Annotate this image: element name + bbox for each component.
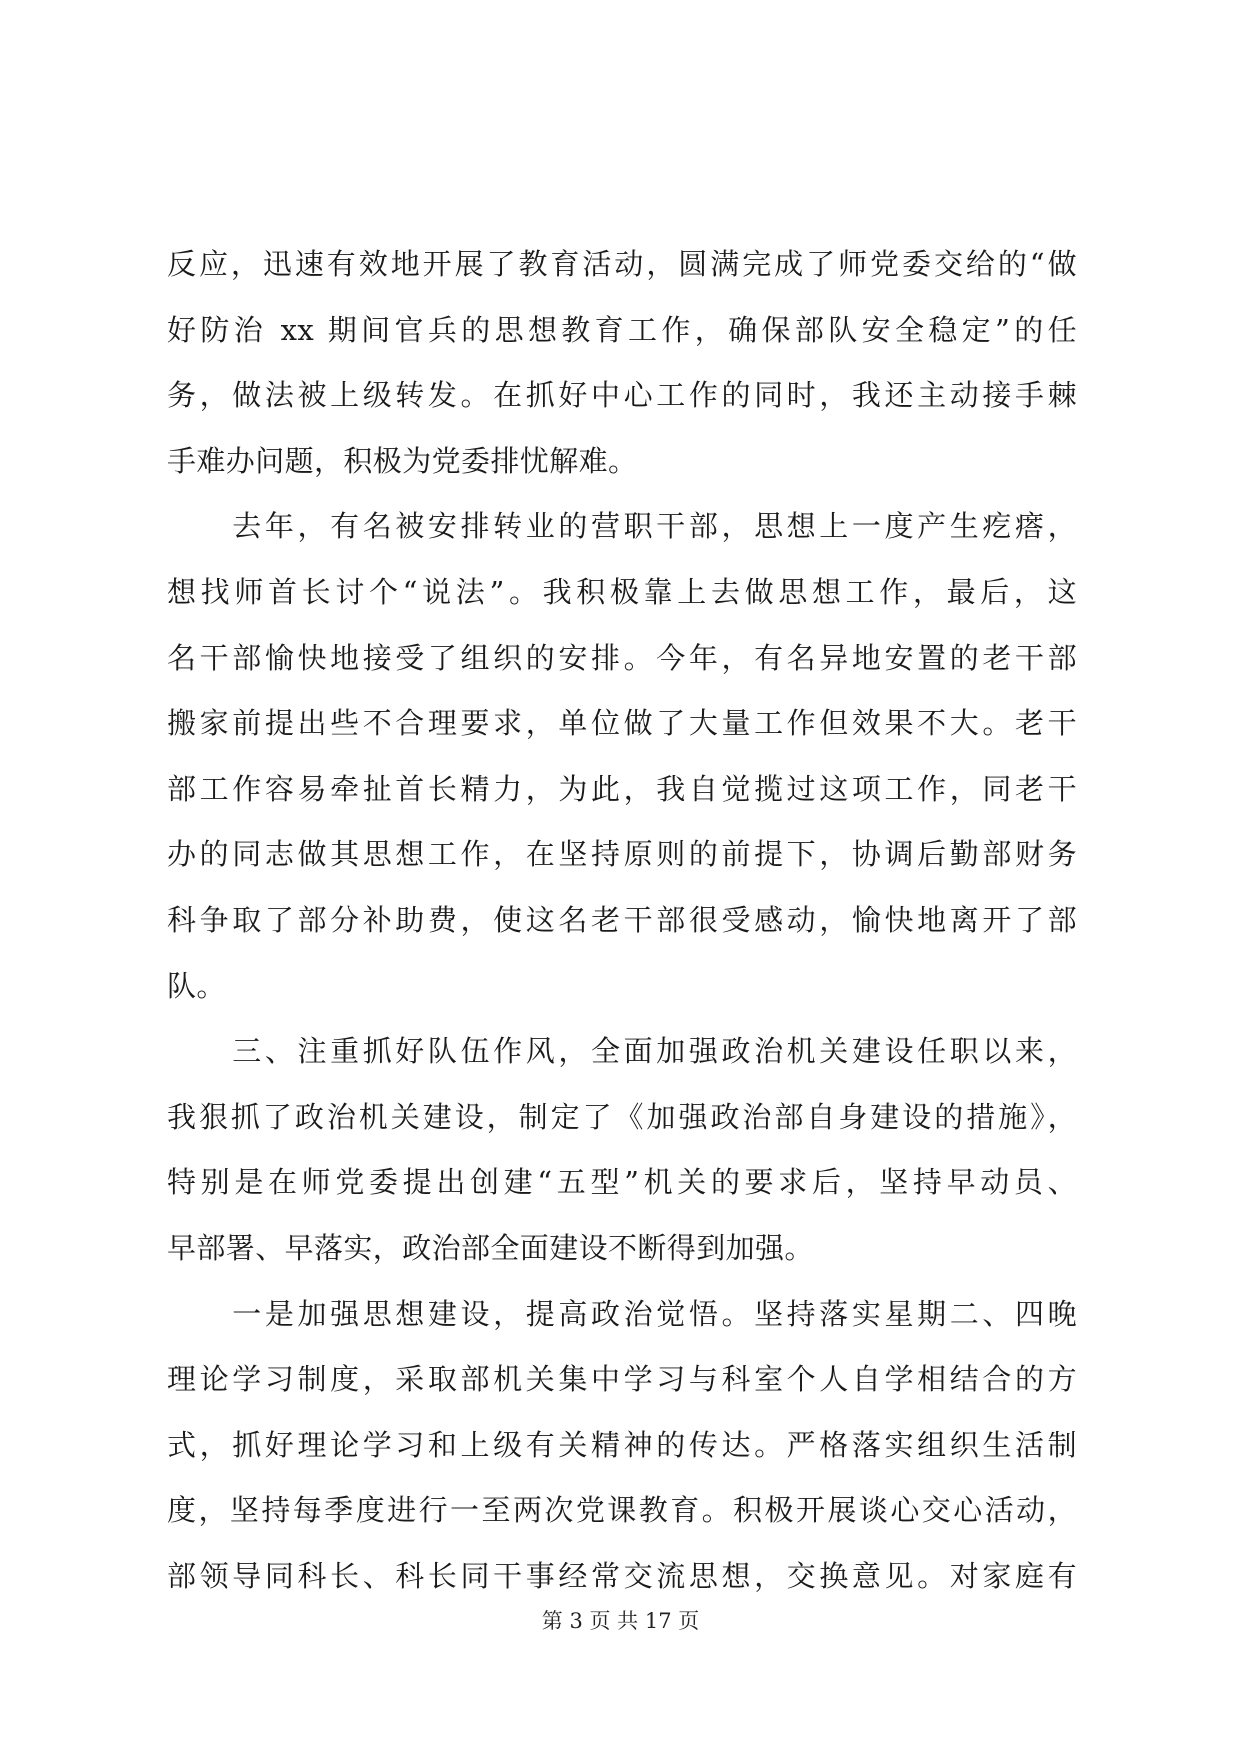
document-body [167,232,1077,1609]
text-line: 我狠抓了政治机关建设，制定了《加强政治部自身建设的措施》， [167,1099,1077,1134]
text-line: 度，坚持每季度进行一至两次党课教育。积极开展谈心交心活动， [167,1493,1077,1528]
text-line: 式，抓好理论学习和上级有关精神的传达。严格落实组织生活制 [167,1427,1077,1462]
text-line: 好防治 xx 期间官兵的思想教育工作，确保部队安全稳定”的任 [167,312,1077,347]
text-line: 手难办问题，积极为党委排忧解难。 [167,443,638,478]
text-line: 早部署、早落实，政治部全面建设不断得到加强。 [167,1230,814,1265]
text-line: 队。 [167,968,226,1003]
text-line: 一是加强思想建设，提高政治觉悟。坚持落实星期二、四晚 [167,1296,1077,1331]
text-line: 科争取了部分补助费，使这名老干部很受感动，愉快地离开了部 [167,902,1077,937]
text-line: 搬家前提出些不合理要求，单位做了大量工作但效果不大。老干 [167,706,1077,741]
text-line: 部工作容易牵扯首长精力，为此，我自觉揽过这项工作，同老干 [167,771,1077,806]
text-line: 去年，有名被安排转业的营职干部，思想上一度产生疙瘩， [167,509,1077,544]
text-line: 三、注重抓好队伍作风，全面加强政治机关建设任职以来， [167,1034,1077,1069]
text-line: 名干部愉快地接受了组织的安排。今年，有名异地安置的老干部 [167,640,1077,675]
text-line: 想找师首长讨个“说法”。我积极靠上去做思想工作，最后，这 [167,574,1077,609]
text-line: 反应，迅速有效地开展了教育活动，圆满完成了师党委交给的“做 [167,247,1077,281]
text-line: 务，做法被上级转发。在抓好中心工作的同时，我还主动接手棘 [167,378,1077,413]
page-number-footer: 第 3 页 共 17 页 [541,1609,700,1633]
text-line: 理论学习制度，采取部机关集中学习与科室个人自学相结合的方 [167,1362,1077,1397]
text-line: 部领导同科长、科长同干事经常交流思想，交换意见。对家庭有 [167,1558,1077,1593]
text-line: 办的同志做其思想工作，在坚持原则的前提下，协调后勤部财务 [167,837,1077,872]
text-line: 特别是在师党委提出创建“五型”机关的要求后，坚持早动员、 [167,1165,1077,1200]
